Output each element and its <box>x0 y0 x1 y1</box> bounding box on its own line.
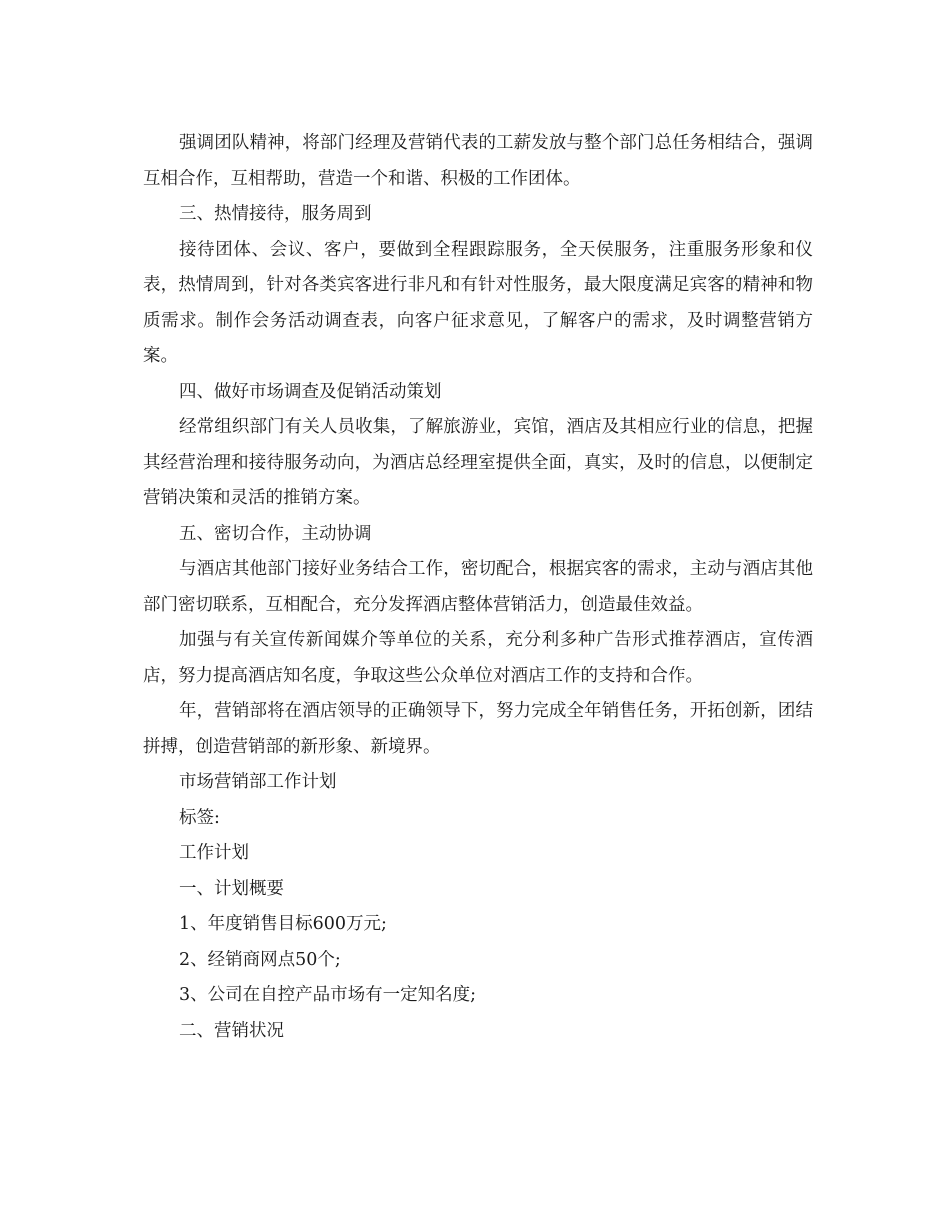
list-item-brand-awareness: 3、公司在自控产品市场有一定知名度; <box>179 985 477 1005</box>
list-item-sales-target: 1、年度销售目标600万元; <box>179 914 387 934</box>
document-body <box>143 126 813 1049</box>
heading-market-research: 四、做好市场调查及促销活动策划 <box>179 381 442 402</box>
paragraph-cooperation: 与酒店其他部门接好业务结合工作，密切配合，根据宾客的需求，主动与酒店其他部门密切联系，互相配合，充分发挥酒店整体营销活力，创造最佳效益。 <box>143 559 813 615</box>
paragraph-annual-goal: 年，营销部将在酒店领导的正确领导下，努力完成全年销售任务，开拓创新，团结拼搏，创造营销部的新形象、新境界。 <box>143 701 813 757</box>
list-item-dealer-outlets: 2、经销商网点50个; <box>179 949 341 970</box>
paragraph-market-research: 经常组织部门有关人员收集，了解旅游业，宾馆，酒店及其相应行业的信息，把握其经营治理和接待服务动向，为酒店总经理室提供全面，真实，及时的信息，以便制定营销决策和灵活的推销方案。 <box>143 417 813 508</box>
heading-plan-summary: 一、计划概要 <box>179 878 284 899</box>
paragraph-media-relations: 加强与有关宣传新闻媒介等单位的关系，充分利多种广告形式推荐酒店，宣传酒店，努力提高酒店知名度，争取这些公众单位对酒店工作的支持和合作。 <box>143 630 813 686</box>
paragraph-reception-service: 接待团体、会议、客户，要做到全程跟踪服务，全天侯服务，注重服务形象和仪表，热情周到，针对各类宾客进行非凡和有针对性服务，最大限度满足宾客的精神和物质需求。制作会务活动调查表，向客户征求意见，了解客户的需求，及时调整营销方案。 <box>143 239 813 366</box>
tag-work-plan: 工作计划 <box>179 843 249 863</box>
section-title: 市场营销部工作计划 <box>179 772 337 792</box>
heading-reception-service: 三、热情接待，服务周到 <box>179 204 372 224</box>
paragraph-team-spirit: 强调团队精神，将部门经理及营销代表的工薪发放与整个部门总任务相结合，强调互相合作，互相帮助，营造一个和谐、积极的工作团体。 <box>143 133 813 189</box>
tags-label: 标签: <box>179 807 220 828</box>
heading-cooperation: 五、密切合作，主动协调 <box>179 523 372 544</box>
heading-marketing-status: 二、营销状况 <box>179 1020 284 1041</box>
